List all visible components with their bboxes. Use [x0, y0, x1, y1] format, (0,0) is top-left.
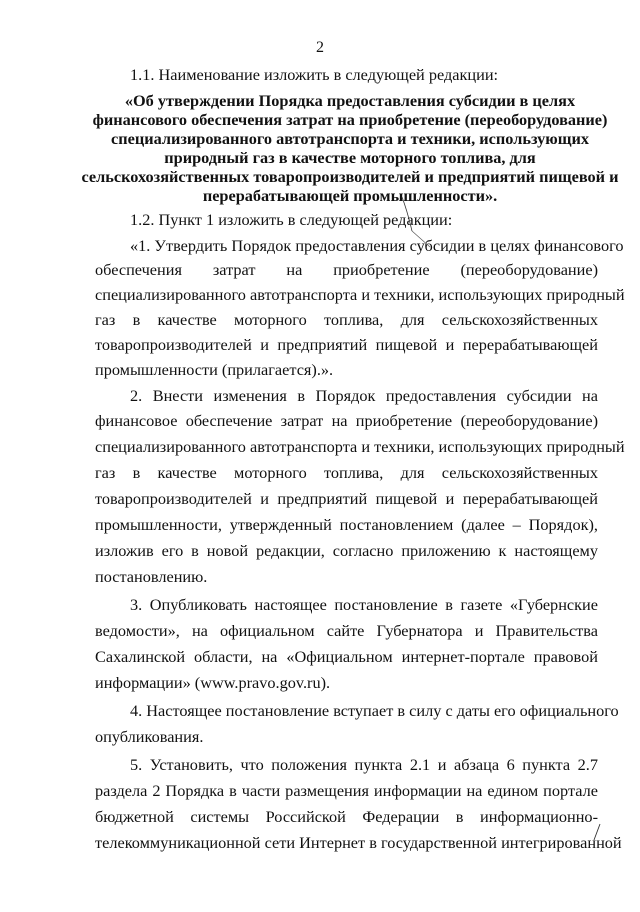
paragraph-line: информации» (www.pravo.gov.ru).: [95, 673, 331, 692]
paragraph-line: 4. Настоящее постановление вступает в силу с даты его официального: [130, 701, 619, 720]
paragraph-line: опубликования.: [95, 727, 204, 746]
paragraph-line: 2. Внести изменения в Порядок предоставления субсидии на: [130, 386, 598, 405]
item-1-1: 1.1. Наименование изложить в следующей редакции:: [130, 65, 499, 84]
paragraph-line: 3. Опубликовать настоящее постановление в газете «Губернские: [130, 595, 598, 614]
paragraph-line: раздела 2 Порядка в части размещения информации на едином портале: [95, 781, 598, 800]
paragraph-line: телекоммуникационной сети Интернет в государственной интегрированной: [95, 833, 622, 852]
paragraph-line: ведомости», на официальном сайте Губернатора и Правительства: [95, 621, 598, 640]
paragraph-line: изложив его в новой редакции, согласно приложению к настоящему: [95, 541, 598, 560]
paragraph-line: газ в качестве моторного топлива, для сельскохозяйственных: [95, 310, 598, 329]
title-line: природный газ в качестве моторного топлива, для: [164, 148, 536, 167]
item-1-2: 1.2. Пункт 1 изложить в следующей редакции:: [130, 210, 453, 229]
page-number: 2: [316, 39, 324, 56]
title-line: финансового обеспечения затрат на приобретение (переоборудование): [92, 110, 608, 129]
paragraph-line: Сахалинской области, на «Официальном интернет-портале правовой: [95, 647, 598, 666]
paragraph-line: специализированного автотранспорта и техники, использующих природный: [95, 285, 625, 304]
title-line: сельскохозяйственных товаропроизводителей и предприятий пищевой и: [81, 167, 619, 186]
paragraph-line: промышленности, утвержденный постановлением (далее – Порядок),: [95, 515, 598, 534]
paragraph-line: специализированного автотранспорта и техники, использующих природный: [95, 437, 625, 456]
paragraph-line: бюджетной системы Российской Федерации в информационно-: [95, 807, 598, 826]
paragraph-line: 5. Установить, что положения пункта 2.1 и абзаца 6 пункта 2.7: [130, 755, 598, 774]
title-line: «Об утверждении Порядка предоставления субсидии в целях: [124, 91, 576, 110]
paragraph-line: промышленности (прилагается).».: [95, 360, 334, 379]
paragraph-line: газ в качестве моторного топлива, для сельскохозяйственных: [95, 463, 598, 482]
paragraph-line: постановлению.: [95, 567, 208, 586]
paragraph-line: финансовое обеспечение затрат на приобретение (переоборудование): [95, 411, 598, 430]
paragraph-line: «1. Утвердить Порядок предоставления субсидии в целях финансового: [130, 236, 624, 255]
title-line: специализированного автотранспорта и техники, использующих: [110, 129, 589, 148]
paragraph-line: обеспечения затрат на приобретение (переоборудование): [95, 260, 598, 279]
paragraph-line: товаропроизводителей и предприятий пищевой и перерабатывающей: [95, 335, 598, 354]
title-line: перерабатывающей промышленности».: [202, 186, 498, 205]
paragraph-line: товаропроизводителей и предприятий пищевой и перерабатывающей: [95, 489, 598, 508]
